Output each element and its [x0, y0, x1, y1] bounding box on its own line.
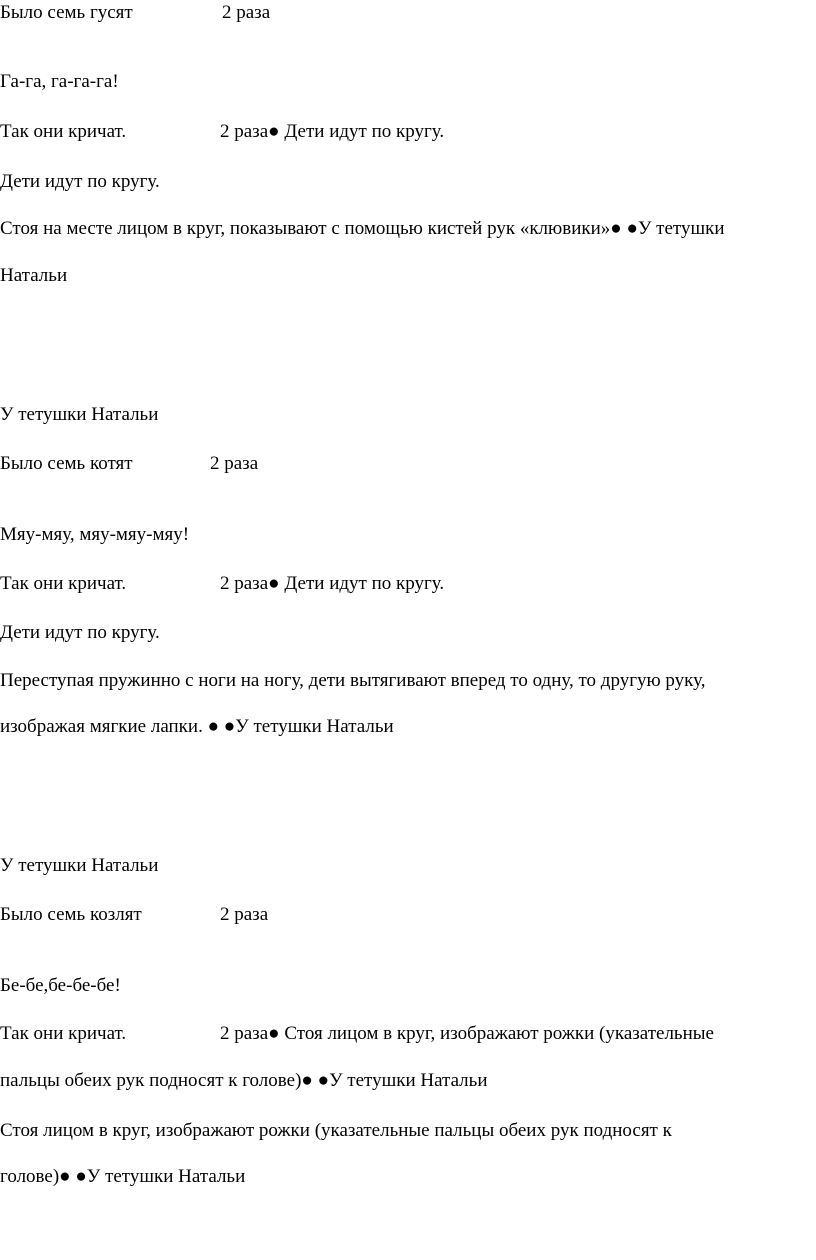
- verse1-line2: Га-га, га-га-га!: [0, 71, 119, 92]
- verse1-description: Стоя на месте лицом в круг, показывают с помощью кистей рук «клювики»● ●У тетушки: [0, 218, 725, 239]
- verse2-line1: Было семь котят: [0, 453, 133, 474]
- verse3-repeat-note: 2 раза: [220, 904, 269, 925]
- verse3-line3: Так они кричат.: [0, 1023, 127, 1044]
- verse3-description: Стоя лицом в круг, изображают рожки (указательные пальцы обеих рук подносят к: [0, 1120, 672, 1141]
- verse3-line2: Бе-бе,бе-бе-бе!: [0, 975, 121, 996]
- verse1-repeat-note: 2 раза: [222, 2, 271, 23]
- verse2-description: Переступая пружинно с ноги на ногу, дети вытягивают вперед то одну, то другую руку,: [0, 670, 706, 691]
- verse2-line3: Так они кричат.: [0, 573, 127, 594]
- verse3-line3-cont: пальцы обеих рук подносят к голове)● ●У тетушки Натальи: [0, 1070, 488, 1091]
- verse3-line3-note: 2 раза● Стоя лицом в круг, изображают рожки (указательные: [220, 1023, 714, 1044]
- verse1-line1: Было семь гусят: [0, 2, 133, 23]
- verse2-description-cont: изображая мягкие лапки. ● ●У тетушки Натальи: [0, 716, 394, 737]
- verse2-action: Дети идут по кругу.: [0, 622, 160, 643]
- verse3-heading: У тетушки Натальи: [0, 855, 159, 876]
- verse2-line3-note: 2 раза● Дети идут по кругу.: [220, 573, 445, 594]
- verse1-action: Дети идут по кругу.: [0, 171, 160, 192]
- verse2-heading: У тетушки Натальи: [0, 404, 159, 425]
- verse1-description-cont: Натальи: [0, 265, 68, 286]
- verse2-line2: Мяу-мяу, мяу-мяу-мяу!: [0, 524, 190, 545]
- verse2-repeat-note: 2 раза: [210, 453, 259, 474]
- verse3-description-cont: голове)● ●У тетушки Натальи: [0, 1166, 246, 1187]
- verse1-line3-note: 2 раза● Дети идут по кругу.: [220, 121, 445, 142]
- verse1-line3: Так они кричат.: [0, 121, 127, 142]
- verse3-line1: Было семь козлят: [0, 904, 142, 925]
